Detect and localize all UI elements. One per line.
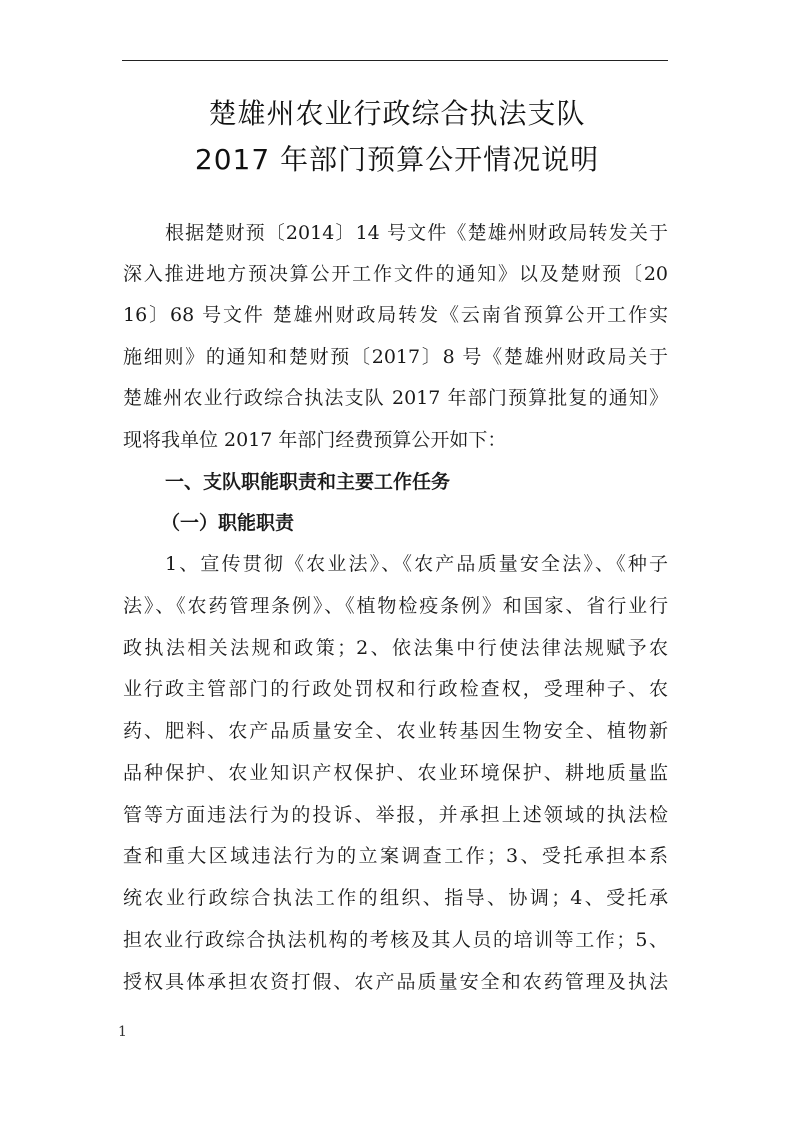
body-paragraph-line: 法》、《农药管理条例》、《植物检疫条例》和国家、省行业行 bbox=[123, 595, 668, 617]
intro-paragraph-line: 施细则》的通知和楚财预〔2017〕8 号《楚雄州财政局关于 bbox=[123, 346, 668, 368]
body-paragraph-line: 授权具体承担农资打假、农产品质量安全和农药管理及执法 bbox=[123, 971, 668, 993]
intro-paragraph-line: 根据楚财预〔2014〕14 号文件《楚雄州财政局转发关于 bbox=[165, 222, 668, 244]
body-paragraph-line: 政执法相关法规和政策；2、依法集中行使法律法规赋予农 bbox=[123, 637, 668, 659]
intro-paragraph-line: 16〕68 号文件 楚雄州财政局转发《云南省预算公开工作实 bbox=[123, 304, 668, 326]
intro-paragraph-line: 现将我单位 2017 年部门经费预算公开如下： bbox=[123, 429, 507, 451]
body-paragraph-line: 品种保护、农业知识产权保护、农业环境保护、耕地质量监 bbox=[123, 762, 668, 784]
body-paragraph-line: 统农业行政综合执法工作的组织、指导、协调；4、受托承 bbox=[123, 887, 668, 909]
body-paragraph-line: 药、肥料、农产品质量安全、农业转基因生物安全、植物新 bbox=[123, 720, 668, 742]
header-rule bbox=[122, 60, 668, 61]
intro-paragraph-line: 楚雄州农业行政综合执法支队 2017 年部门预算批复的通知》 bbox=[123, 387, 668, 409]
document-title-line-1: 楚雄州农业行政综合执法支队 bbox=[208, 97, 586, 130]
page-mark: 1 bbox=[118, 1024, 127, 1040]
body-paragraph-line: 查和重大区域违法行为的立案调查工作；3、受托承担本系 bbox=[123, 845, 668, 867]
document-title-line-2: 2017 年部门预算公开情况说明 bbox=[194, 143, 600, 176]
intro-paragraph-line: 深入推进地方预决算公开工作文件的通知》以及楚财预〔20 bbox=[123, 263, 668, 285]
body-paragraph-line: 管等方面违法行为的投诉、举报，并承担上述领域的执法检 bbox=[123, 804, 668, 826]
body-paragraph-line: 担农业行政综合执法机构的考核及其人员的培训等工作；5、 bbox=[123, 929, 668, 951]
body-paragraph-line: 1、宣传贯彻《农业法》、《农产品质量安全法》、《种子 bbox=[165, 553, 668, 575]
section-heading: 一、支队职能职责和主要工作任务 bbox=[165, 471, 451, 493]
subsection-heading: （一）职能职责 bbox=[161, 512, 295, 534]
body-paragraph-line: 业行政主管部门的行政处罚权和行政检查权，受理种子、农 bbox=[123, 678, 668, 700]
